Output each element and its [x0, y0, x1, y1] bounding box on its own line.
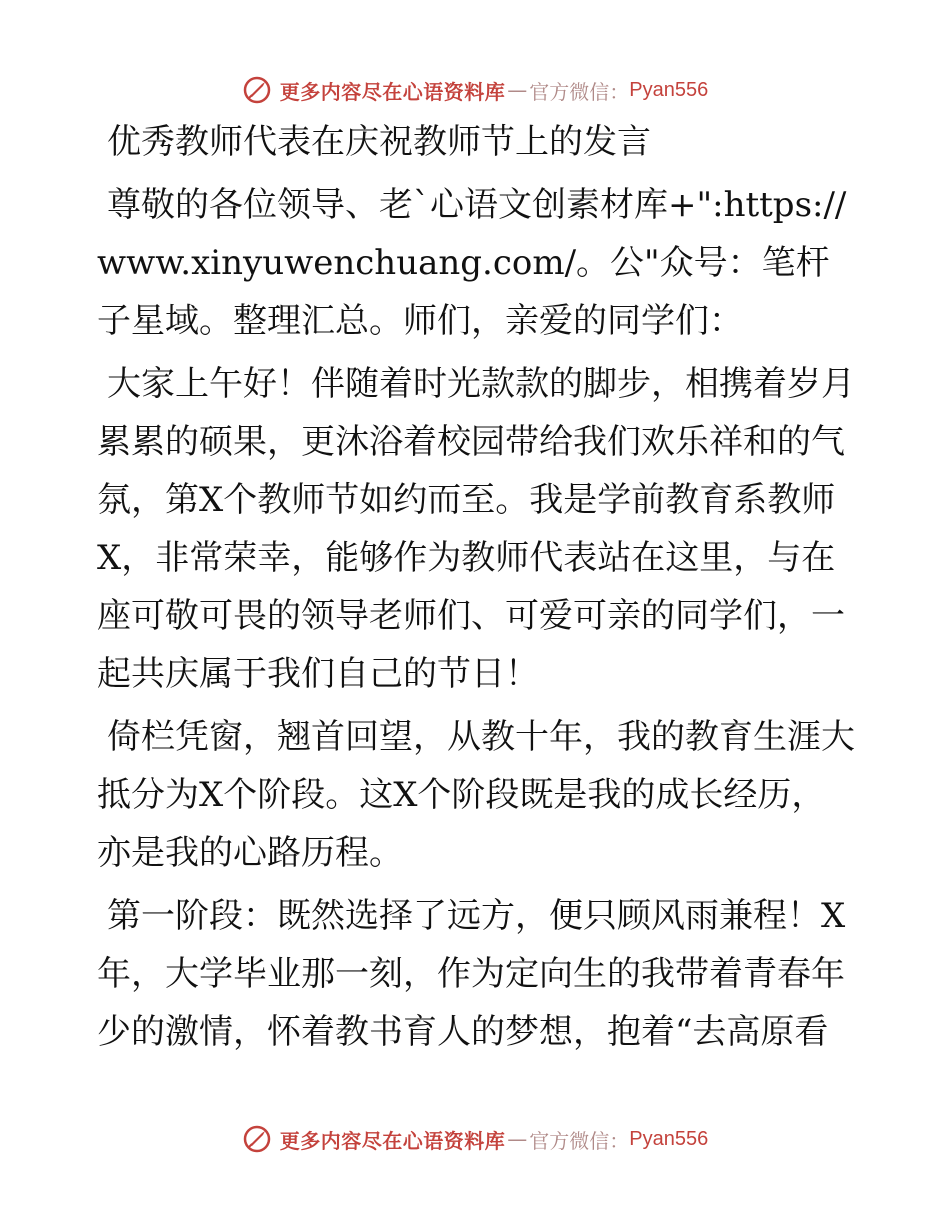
separator-dash: — — [507, 78, 528, 102]
document-body — [97, 120, 857, 1066]
brand-text: 更多内容尽在心语资料库 — [279, 79, 506, 104]
wechat-label: 官方微信： — [529, 79, 630, 104]
paragraph-greeting: 尊敬的各位领导、老`心语文创素材库+":https://www.xinyuwenchuang.com/。公"众号：笔杆子星域。整理汇总。师们，亲爱的同学们： — [97, 185, 847, 341]
paragraph-stage-one: 第一阶段：既然选择了远方，便只顾风雨兼程！X年，大学毕业那一刻，作为定向生的我带着青春年少的激情，怀着教书育人的梦想，抱着“去高原看 — [97, 896, 846, 1052]
paragraph-review: 倚栏凭窗，翘首回望，从教十年，我的教育生涯大抵分为X个阶段。这X个阶段既是我的成长经历，亦是我的心路历程。 — [97, 717, 855, 873]
quill-pen-logo-icon — [242, 1124, 272, 1154]
wechat-label: 官方微信： — [529, 1128, 630, 1153]
footer-watermark-banner — [0, 1119, 950, 1159]
wechat-handle: Pyan556 — [629, 1127, 709, 1150]
brand-text: 更多内容尽在心语资料库 — [279, 1128, 506, 1153]
document-title: 优秀教师代表在庆祝教师节上的发言 — [107, 122, 651, 162]
header-watermark-banner — [0, 70, 950, 110]
separator-dash: — — [507, 1127, 528, 1151]
wechat-handle: Pyan556 — [629, 78, 709, 101]
paragraph-opening: 大家上午好！伴随着时光款款的脚步，相携着岁月累累的硕果，更沐浴着校园带给我们欢乐祥和的气氛，第X个教师节如约而至。我是学前教育系教师X，非常荣幸，能够作为教师代表站在这里，与在座可敬可畏的领导老师们、可爱可亲的同学们，一起共庆属于我们自己的节日！ — [97, 364, 855, 694]
quill-pen-logo-icon — [242, 75, 272, 105]
